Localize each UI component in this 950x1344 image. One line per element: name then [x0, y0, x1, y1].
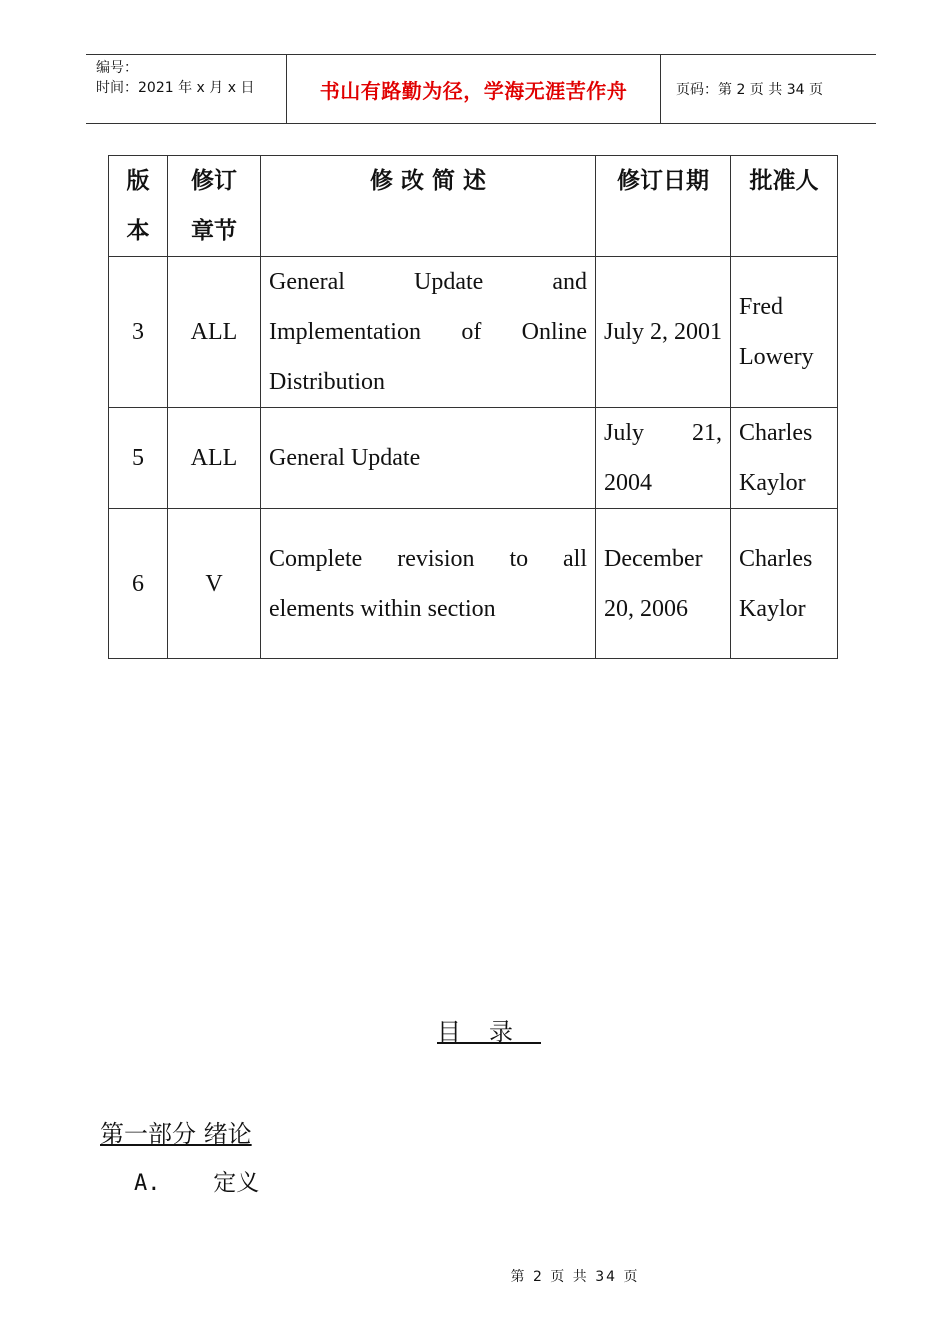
toc-item-a-label: A.	[134, 1171, 161, 1196]
cell-section: V	[168, 509, 261, 659]
toc-part-one[interactable]: 第一部分 绪论	[100, 1120, 252, 1148]
revision-table	[108, 155, 838, 659]
cell-description: Complete revision to all elements within section	[261, 509, 596, 659]
header-date	[596, 156, 731, 257]
cell-approver: Fred Lowery	[731, 257, 838, 408]
cell-description: General Update and Implementation of Online Distribution	[261, 257, 596, 408]
header-page-info	[668, 55, 876, 123]
header-version-text: 版本	[126, 168, 150, 244]
number-label: 编号：	[96, 60, 138, 76]
cell-version: 3	[109, 257, 168, 408]
page-header	[86, 54, 876, 124]
cell-date: December 20, 2006	[596, 509, 731, 659]
toc-item-a-text: 定义	[213, 1170, 260, 1196]
cell-version: 6	[109, 509, 168, 659]
page-footer	[0, 1266, 950, 1286]
header-motto-cell	[287, 55, 661, 123]
cell-section: ALL	[168, 408, 261, 509]
cell-version: 5	[109, 408, 168, 509]
page-info: 页码：第 2 页 共 34 页	[676, 82, 823, 98]
header-section-text: 修订章节	[191, 168, 237, 244]
header-motto: 书山有路勤为径，学海无涯苦作舟	[319, 78, 628, 103]
cell-date: July 2, 2001	[596, 257, 731, 408]
header-approver	[731, 156, 838, 257]
header-date-text: 修订日期	[617, 168, 709, 194]
header-version	[109, 156, 168, 257]
table-row	[109, 408, 838, 509]
table-row	[109, 509, 838, 659]
toc-item-a[interactable]	[134, 1164, 259, 1197]
cell-description: General Update	[261, 408, 596, 509]
toc-title-text: 目录	[437, 1018, 541, 1046]
header-description-text: 修 改 简 述	[369, 168, 487, 194]
table-row	[109, 257, 838, 408]
cell-section: ALL	[168, 257, 261, 408]
table-header-row	[109, 156, 838, 257]
header-section	[168, 156, 261, 257]
cell-date: July 21, 2004	[596, 408, 731, 509]
toc-title	[0, 1012, 950, 1047]
cell-approver: Charles Kaylor	[731, 509, 838, 659]
cell-approver: Charles Kaylor	[731, 408, 838, 509]
time-label: 时间：2021 年 x 月 x 日	[96, 80, 255, 96]
header-description	[261, 156, 596, 257]
header-meta	[86, 55, 287, 123]
footer-page-number: 第 2 页 共 34 页	[510, 1269, 640, 1285]
header-approver-text: 批准人	[749, 168, 819, 194]
